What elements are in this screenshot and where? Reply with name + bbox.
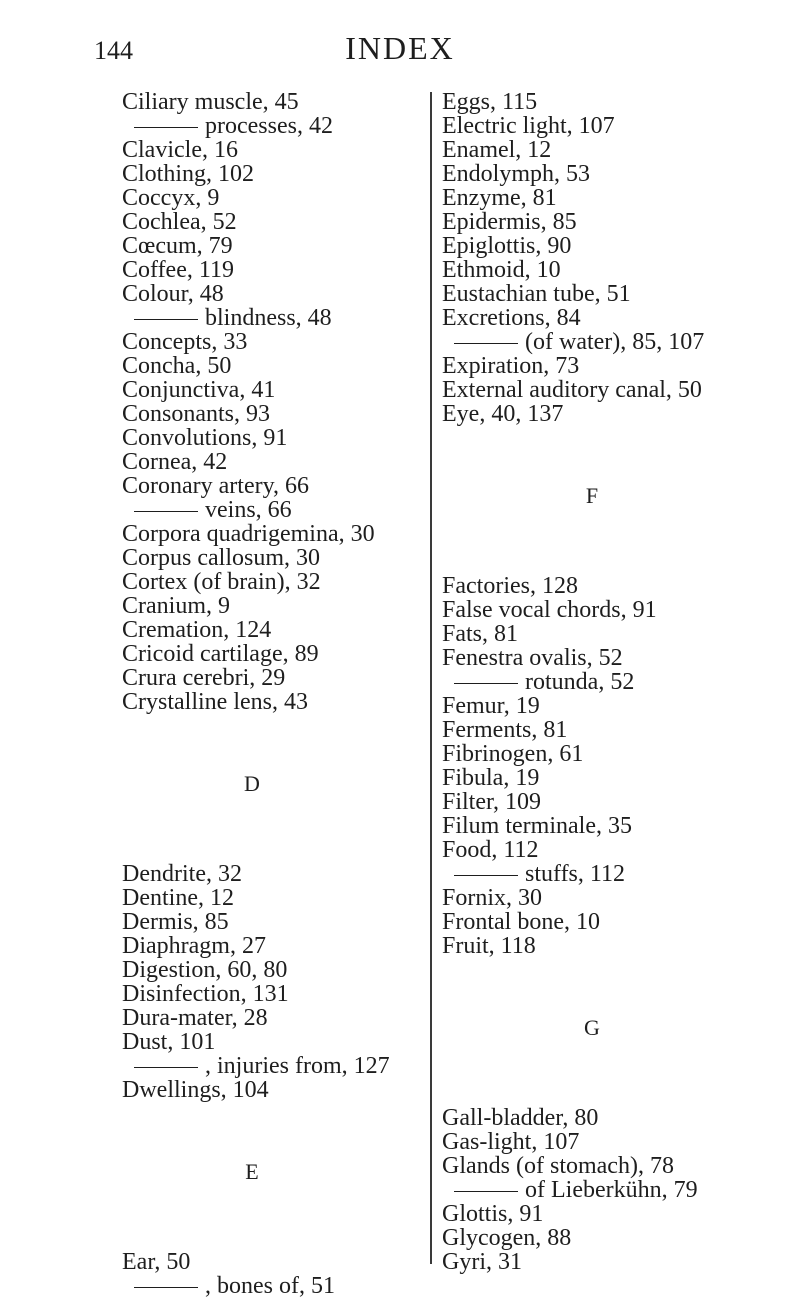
entry-text: Filum terminale, 35: [442, 813, 632, 839]
entry-text: Cremation, 124: [122, 617, 272, 643]
index-entry: [122, 546, 422, 570]
column-divider: [430, 92, 432, 1264]
index-entry: [122, 642, 422, 666]
index-entry: [122, 570, 422, 594]
index-entry: [442, 1250, 787, 1274]
entry-text: Cœcum, 79: [122, 233, 233, 259]
index-entry: [442, 1130, 787, 1154]
index-entry: [122, 450, 422, 474]
entry-text: Dentine, 12: [122, 885, 234, 911]
entry-text: Electric light, 107: [442, 113, 615, 139]
entry-text: Fibula, 19: [442, 765, 540, 791]
section-letter-f: F: [585, 483, 599, 508]
index-entry: [122, 594, 422, 618]
entry-text: Clothing, 102: [122, 161, 255, 187]
entry-text: Excretions, 84: [442, 305, 581, 331]
index-entry: [122, 934, 422, 958]
index-entry: [442, 138, 787, 162]
entry-text: Cortex (of brain), 32: [122, 569, 321, 595]
index-entry: [442, 934, 787, 958]
index-entry: [442, 574, 787, 598]
index-entry: [442, 1226, 787, 1250]
entry-text: Digestion, 60, 80: [122, 957, 288, 983]
entry-text: Corpus callosum, 30: [122, 545, 320, 571]
index-entry: [122, 958, 422, 982]
entry-text: Crystalline lens, 43: [122, 689, 308, 715]
entry-text: Eggs, 115: [442, 89, 538, 115]
index-entry: [122, 162, 422, 186]
index-subentry: [122, 306, 422, 330]
entry-text: Expiration, 73: [442, 353, 580, 379]
entry-text: Fibrinogen, 61: [442, 741, 584, 767]
entry-text: Eustachian tube, 51: [442, 281, 631, 307]
entry-text: Dendrite, 32: [122, 861, 242, 887]
entry-text: Diaphragm, 27: [122, 933, 266, 959]
index-entry: [122, 522, 422, 546]
entry-text: Factories, 128: [442, 573, 578, 599]
entry-text: Clavicle, 16: [122, 137, 238, 163]
entry-text: Gas-light, 107: [442, 1129, 580, 1155]
index-entry: [442, 306, 787, 330]
index-entry: [442, 814, 787, 838]
index-subentry: [122, 114, 422, 138]
index-group: [442, 1106, 787, 1274]
index-entry: [122, 1006, 422, 1030]
index-entry: [122, 666, 422, 690]
index-entry: [122, 426, 422, 450]
entry-text: Fornix, 30: [442, 885, 543, 911]
entry-text: Fats, 81: [442, 621, 519, 647]
index-entry: [442, 886, 787, 910]
index-subentry: [442, 1178, 787, 1202]
entry-text: Ferments, 81: [442, 717, 568, 743]
index-entry: [122, 234, 422, 258]
index-entry: [442, 282, 787, 306]
index-group: [442, 574, 787, 958]
entry-text: Epiglottis, 90: [442, 233, 572, 259]
index-subentry: [122, 1054, 422, 1078]
index-entry: [122, 354, 422, 378]
index-entry: [122, 982, 422, 1006]
entry-text: Colour, 48: [122, 281, 224, 307]
entry-text: Consonants, 93: [122, 401, 271, 427]
entry-text: Disinfection, 131: [122, 981, 289, 1007]
entry-text: processes, 42: [205, 113, 333, 139]
ditto-dash: [454, 875, 518, 876]
index-entry: [122, 330, 422, 354]
entry-text: Food, 112: [442, 837, 539, 863]
index-entry: [442, 598, 787, 622]
entry-text: rotunda, 52: [525, 669, 635, 695]
section-letter-d: D: [244, 771, 260, 796]
entry-text: Ethmoid, 10: [442, 257, 561, 283]
ditto-dash: [134, 319, 198, 320]
index-subentry: [442, 862, 787, 886]
index-entry: [442, 1154, 787, 1178]
index-entry: [442, 910, 787, 934]
entry-text: False vocal chords, 91: [442, 597, 657, 623]
index-group: [122, 90, 422, 714]
entry-text: Cornea, 42: [122, 449, 228, 475]
entry-text: Glands (of stomach), 78: [442, 1153, 674, 1179]
entry-text: Endolymph, 53: [442, 161, 590, 187]
ditto-dash: [134, 511, 198, 512]
entry-text: Ear, 50: [122, 1249, 191, 1275]
ditto-dash: [454, 343, 518, 344]
entry-text: , bones of, 51: [205, 1273, 335, 1299]
entry-text: Coccyx, 9: [122, 185, 220, 211]
index-entry: [122, 378, 422, 402]
entry-text: Epidermis, 85: [442, 209, 577, 235]
entry-text: Femur, 19: [442, 693, 540, 719]
index-entry: [442, 162, 787, 186]
index-entry: [122, 186, 422, 210]
entry-text: Cranium, 9: [122, 593, 230, 619]
ditto-dash: [134, 127, 198, 128]
ditto-dash: [454, 683, 518, 684]
index-entry: [122, 1030, 422, 1054]
entry-text: Corpora quadrigemina, 30: [122, 521, 375, 547]
entry-text: , injuries from, 127: [205, 1053, 390, 1079]
index-group: [122, 1250, 422, 1298]
index-entry: [442, 234, 787, 258]
entry-text: Coronary artery, 66: [122, 473, 310, 499]
index-entry: [442, 402, 787, 426]
index-subentry: [122, 1274, 422, 1298]
entry-text: Eye, 40, 137: [442, 401, 564, 427]
index-entry: [122, 1078, 422, 1102]
entry-text: Filter, 109: [442, 789, 542, 815]
entry-text: Enzyme, 81: [442, 185, 557, 211]
index-entry: [442, 790, 787, 814]
index-entry: [442, 258, 787, 282]
entry-text: Dust, 101: [122, 1029, 216, 1055]
index-group: [122, 862, 422, 1102]
index-entry: [442, 1202, 787, 1226]
entry-text: Dermis, 85: [122, 909, 229, 935]
entry-text: External auditory canal, 50: [442, 377, 702, 403]
index-entry: [122, 862, 422, 886]
entry-text: Convolutions, 91: [122, 425, 288, 451]
section-letter-e: E: [245, 1159, 259, 1184]
entry-text: Dura-mater, 28: [122, 1005, 268, 1031]
entry-text: Cricoid cartilage, 89: [122, 641, 319, 667]
entry-text: of Lieberkühn, 79: [525, 1177, 698, 1203]
index-subentry: [122, 498, 422, 522]
index-entry: [122, 690, 422, 714]
index-entry: [122, 474, 422, 498]
entry-text: blindness, 48: [205, 305, 332, 331]
index-entry: [122, 282, 422, 306]
entry-text: Glycogen, 88: [442, 1225, 572, 1251]
index-entry: [122, 210, 422, 234]
ditto-dash: [134, 1067, 198, 1068]
index-entry: [442, 378, 787, 402]
index-subentry: [442, 670, 787, 694]
index-entry: [122, 138, 422, 162]
ditto-dash: [134, 1287, 198, 1288]
index-entry: [442, 694, 787, 718]
index-subentry: [442, 330, 787, 354]
entry-text: Gall-bladder, 80: [442, 1105, 599, 1131]
entry-text: Frontal bone, 10: [442, 909, 600, 935]
running-head: INDEX: [345, 30, 455, 66]
entry-text: Conjunctiva, 41: [122, 377, 276, 403]
entry-text: Cochlea, 52: [122, 209, 237, 235]
index-entry: [442, 742, 787, 766]
index-entry: [442, 646, 787, 670]
index-entry: [122, 90, 422, 114]
entry-text: (of water), 85, 107: [525, 329, 705, 355]
entry-text: Glottis, 91: [442, 1201, 544, 1227]
index-entry: [442, 1106, 787, 1130]
entry-text: Ciliary muscle, 45: [122, 89, 299, 115]
index-entry: [442, 766, 787, 790]
page-number: 144: [94, 36, 133, 65]
entry-text: Concepts, 33: [122, 329, 248, 355]
index-entry: [442, 210, 787, 234]
left-column: [122, 90, 422, 1298]
index-entry: [122, 886, 422, 910]
index-entry: [122, 402, 422, 426]
index-entry: [442, 114, 787, 138]
index-entry: [442, 354, 787, 378]
index-entry: [442, 838, 787, 862]
entry-text: Fenestra ovalis, 52: [442, 645, 623, 671]
section-letter-g: G: [584, 1015, 600, 1040]
entry-text: Concha, 50: [122, 353, 232, 379]
right-column: [442, 90, 787, 1274]
index-entry: [442, 90, 787, 114]
index-entry: [442, 186, 787, 210]
entry-text: Fruit, 118: [442, 933, 536, 959]
index-entry: [442, 718, 787, 742]
index-entry: [442, 622, 787, 646]
index-group: [442, 90, 787, 426]
entry-text: Gyri, 31: [442, 1249, 522, 1275]
entry-text: stuffs, 112: [525, 861, 626, 887]
entry-text: veins, 66: [205, 497, 292, 523]
entry-text: Coffee, 119: [122, 257, 234, 283]
index-entry: [122, 258, 422, 282]
entry-text: Crura cerebri, 29: [122, 665, 286, 691]
entry-text: Dwellings, 104: [122, 1077, 269, 1103]
ditto-dash: [454, 1191, 518, 1192]
index-entry: [122, 910, 422, 934]
entry-text: Enamel, 12: [442, 137, 552, 163]
index-entry: [122, 1250, 422, 1274]
index-entry: [122, 618, 422, 642]
